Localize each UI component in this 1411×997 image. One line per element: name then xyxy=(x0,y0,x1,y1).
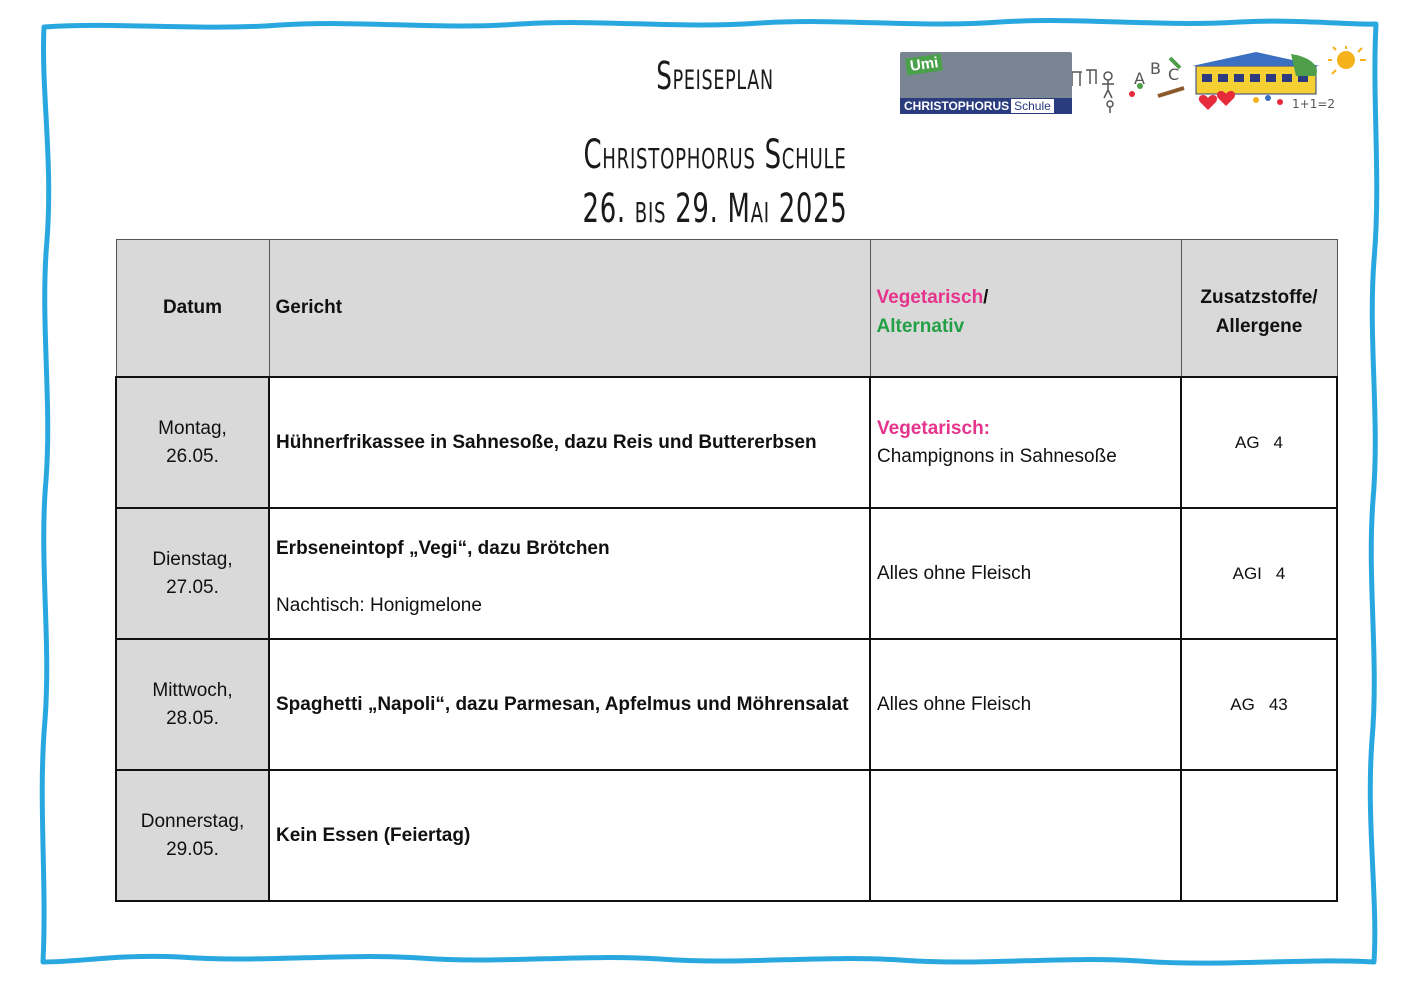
allergen-codes: AGI xyxy=(1232,563,1262,583)
additive-codes: 43 xyxy=(1268,694,1288,714)
date-range: 26. bis 29. Mai 2025 xyxy=(582,186,848,232)
alternative-cell xyxy=(870,770,1181,901)
menu-table xyxy=(115,239,1338,902)
date-cell xyxy=(116,770,269,901)
additives-cell xyxy=(1181,377,1337,508)
additive-codes: 4 xyxy=(1273,432,1284,452)
logo-name: CHRISTOPHORUS xyxy=(904,99,1010,113)
doodle-school-house xyxy=(1192,52,1320,94)
header-alternative xyxy=(870,240,1181,378)
svg-text:C: C xyxy=(1168,65,1180,84)
school-name: Christophorus Schule xyxy=(583,132,847,178)
alternative-cell xyxy=(870,508,1181,639)
header-date: Datum xyxy=(116,240,269,378)
allergen-codes: AG xyxy=(1234,432,1260,452)
weekday: Dienstag, xyxy=(152,548,233,570)
header-dish: Gericht xyxy=(269,240,870,378)
dessert-text: Nachtisch: Honigmelone xyxy=(276,594,482,616)
header-alternative-label: Alternativ xyxy=(876,316,965,337)
alternative-text: Alles ohne Fleisch xyxy=(877,693,1032,715)
header-vegetarian-label: Vegetarisch xyxy=(876,287,984,308)
weekday: Mittwoch, xyxy=(152,679,233,701)
header-additives: Zusatzstoffe/ Allergene xyxy=(1181,240,1337,378)
additives-cell xyxy=(1181,508,1337,639)
doodle-sun xyxy=(1328,46,1366,74)
dish-name: Kein Essen (Feiertag) xyxy=(276,825,471,846)
alternative-text: Alles ohne Fleisch xyxy=(877,562,1032,584)
date: 28.05. xyxy=(166,707,219,729)
dish-name: Hühnerfrikassee in Sahnesoße, dazu Reis und Buttererbsen xyxy=(276,432,817,453)
dish-cell xyxy=(269,770,870,901)
table-row xyxy=(116,770,1337,901)
table-row xyxy=(116,639,1337,770)
weekday: Montag, xyxy=(158,417,227,439)
additives-cell xyxy=(1181,639,1337,770)
dish-name: Erbseneintopf „Vegi“, dazu Brötchen xyxy=(276,537,610,559)
additive-codes: 4 xyxy=(1275,563,1286,583)
dish-cell xyxy=(269,639,870,770)
table-header-row xyxy=(116,240,1337,378)
date-cell xyxy=(116,639,269,770)
alternative-label: Vegetarisch: xyxy=(877,417,990,439)
date-cell xyxy=(116,508,269,639)
date: 27.05. xyxy=(166,576,219,598)
svg-text:1+1=2: 1+1=2 xyxy=(1292,97,1336,111)
header-slash: / xyxy=(983,287,989,308)
dish-cell xyxy=(269,377,870,508)
logo-badge: Umi xyxy=(905,54,943,76)
logo-suffix: Schule xyxy=(1011,99,1054,113)
alternative-text: Champignons in Sahnesoße xyxy=(877,445,1117,467)
alternative-cell xyxy=(870,639,1181,770)
allergen-codes: AG xyxy=(1230,694,1255,714)
logo-wordmark xyxy=(900,98,1072,114)
dish-cell xyxy=(269,508,870,639)
date: 29.05. xyxy=(166,838,219,860)
date-cell xyxy=(116,377,269,508)
table-row xyxy=(116,377,1337,508)
table-row xyxy=(116,508,1337,639)
additives-cell xyxy=(1181,770,1337,901)
alternative-cell xyxy=(870,377,1181,508)
date: 26.05. xyxy=(166,445,219,467)
svg-text:B: B xyxy=(1150,59,1161,78)
svg-text:A: A xyxy=(1134,69,1145,88)
dish-name: Spaghetti „Napoli“, dazu Parmesan, Apfelmus und Möhrensalat xyxy=(276,694,849,715)
weekday: Donnerstag, xyxy=(140,810,245,832)
page-title: Speiseplan xyxy=(656,54,774,98)
